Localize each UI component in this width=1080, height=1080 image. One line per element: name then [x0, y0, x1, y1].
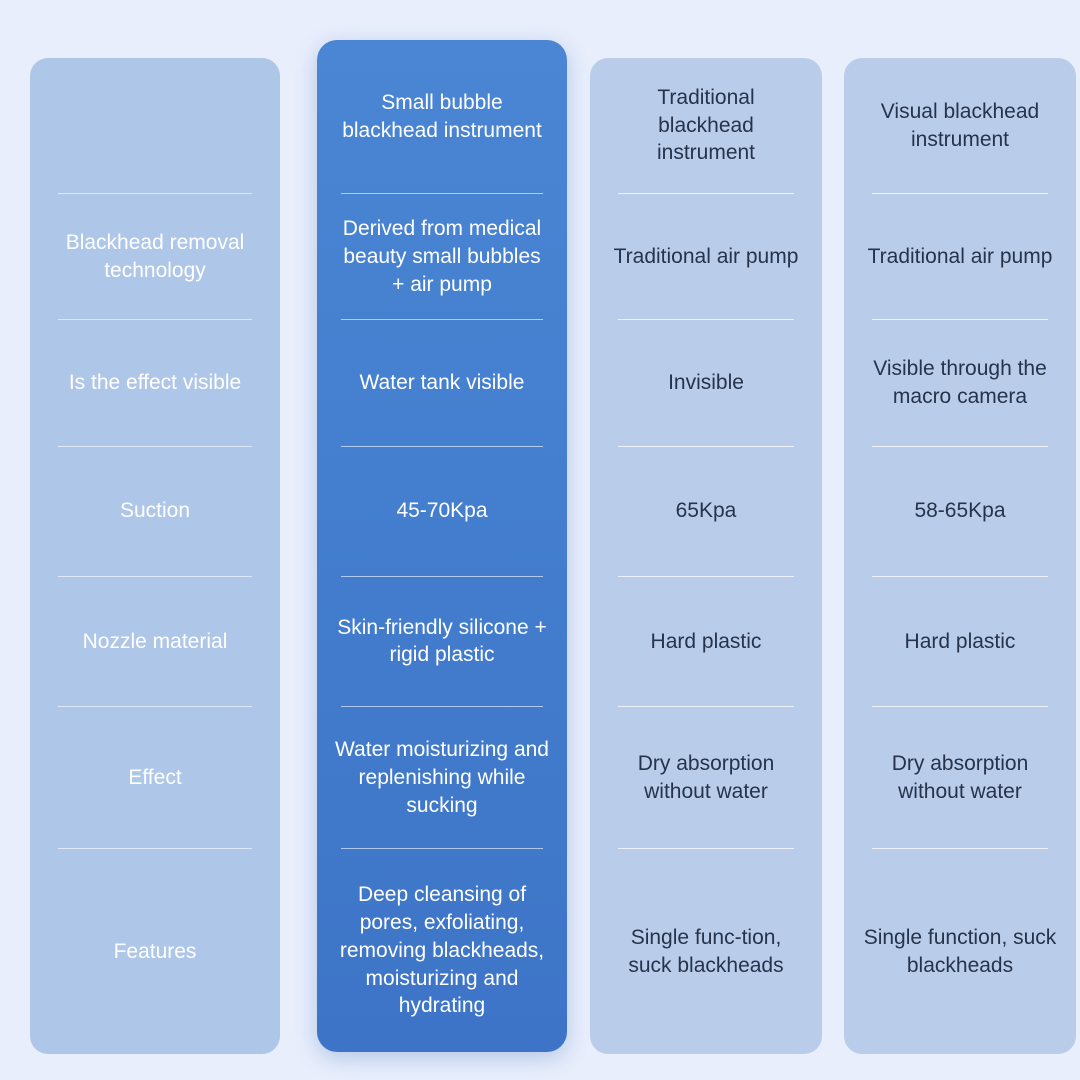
row-label-effect-visible: Is the effect visible: [68, 371, 242, 395]
cell-nozzle-material-traditional: Hard plastic: [650, 629, 762, 653]
cell-suction-highlight: 45-70Kpa: [396, 499, 488, 523]
cell-features-visual: Single function, suck blackheads: [863, 925, 1057, 977]
cell-technology-visual: Traditional air pump: [867, 244, 1053, 268]
cell-effect-visual: Dry absorption without water: [891, 751, 1029, 803]
cell-effect-visible-traditional: Invisible: [668, 371, 744, 395]
cell-nozzle-material-highlight: Skin-friendly silicone + rigid plastic: [337, 615, 547, 667]
row-label-features: Features: [113, 939, 197, 963]
cell-nozzle-material-visual: Hard plastic: [904, 629, 1016, 653]
cell-technology-traditional: Traditional air pump: [613, 244, 799, 268]
row-label-suction: Suction: [119, 499, 191, 523]
cell-effect-traditional: Dry absorption without water: [637, 751, 775, 803]
cell-effect-highlight: Water moisturizing and replenishing while sucking: [335, 738, 549, 817]
cell-effect-visible-visual: Visible through the macro camera: [873, 357, 1047, 409]
cell-suction-visual: 58-65Kpa: [914, 499, 1006, 523]
row-label-column: [30, 58, 280, 1054]
row-label-effect: Effect: [128, 765, 182, 789]
row-label-technology: Blackhead removal technology: [65, 231, 245, 282]
product-column-traditional[interactable]: [590, 58, 822, 1054]
row-label-header: [30, 58, 280, 193]
cell-technology-highlight: Derived from medical beauty small bubbles + air pump: [342, 217, 542, 296]
row-label-nozzle-material: Nozzle material: [82, 629, 228, 653]
column-header-visual: Visual blackhead instrument: [880, 99, 1040, 151]
cell-features-traditional: Single func-tion, suck blackheads: [628, 925, 784, 977]
cell-suction-traditional: 65Kpa: [675, 499, 737, 523]
product-column-visual[interactable]: [844, 58, 1076, 1054]
cell-features-highlight: Deep cleansing of pores, exfoliating, removing blackheads, moisturizing and hydrating: [339, 883, 545, 1018]
column-header-highlight: Small bubble blackhead instrument: [342, 90, 542, 142]
cell-effect-visible-highlight: Water tank visible: [359, 371, 525, 395]
product-column-highlight[interactable]: [317, 40, 567, 1052]
column-header-traditional: Traditional blackhead instrument: [656, 86, 756, 165]
